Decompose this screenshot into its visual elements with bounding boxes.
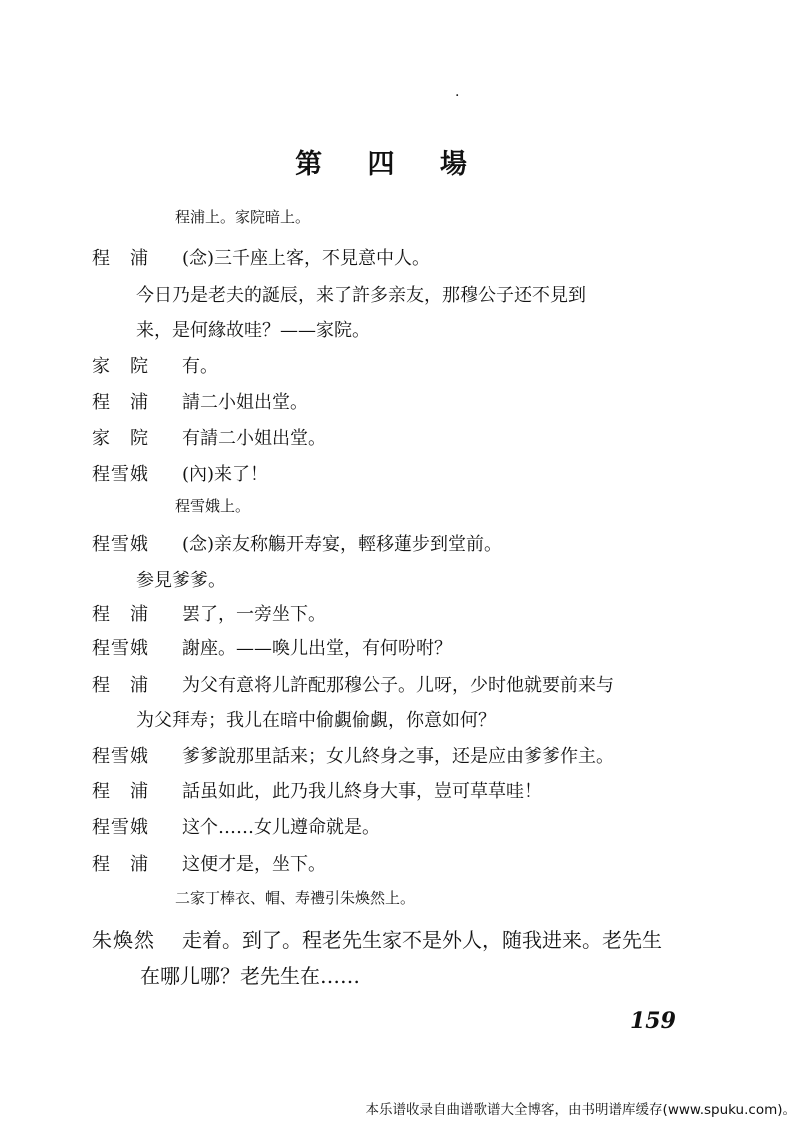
page-number: 159: [630, 1008, 676, 1034]
dialogue-line: [92, 671, 614, 697]
stage-direction: 程雪娥上。: [175, 497, 251, 515]
stage-direction: 程浦上。家院暗上。: [175, 208, 311, 226]
speaker-name: 程雪娥: [92, 638, 149, 659]
scene-title: 第 四 場: [295, 149, 485, 180]
dialogue-line: [92, 813, 380, 839]
speaker-name: 程 浦: [92, 248, 149, 269]
dialogue-text: 这个……女儿遵命就是。: [182, 817, 380, 838]
dialogue-line: [92, 777, 542, 803]
speaker-name: 家 院: [92, 428, 149, 449]
dialogue-text: (內)来了！: [182, 464, 269, 485]
speaker-name: 程 浦: [92, 854, 149, 875]
dialogue-continuation: 参見爹爹。: [136, 570, 226, 591]
speaker-name: 家 院: [92, 356, 149, 377]
speaker-name: 程 浦: [92, 604, 149, 625]
dialogue-text: 罢了，一旁坐下。: [182, 604, 326, 625]
dialogue-continuation: 来，是何緣故哇？——家院。: [136, 320, 370, 341]
dialogue-text: 走着。到了。程老先生家不是外人，随我进来。老先生: [182, 928, 662, 952]
dialogue-text: 有。: [182, 356, 218, 377]
ink-mark: ·: [455, 88, 460, 104]
dialogue-text: (念)亲友称觴开寿宴，輕移蓮步到堂前。: [182, 534, 503, 555]
speaker-name: 程 浦: [92, 781, 149, 802]
dialogue-line: [92, 634, 452, 660]
source-footer: 本乐谱收录自曲谱歌谱大全博客，由书明谱库缓存(www.spuku.com)。: [365, 1102, 796, 1118]
dialogue-line: [92, 424, 326, 450]
dialogue-text: 謝座。——喚儿出堂，有何吩咐？: [182, 638, 452, 659]
dialogue-line: [92, 352, 218, 378]
dialogue-line: [92, 924, 662, 953]
speaker-name: 程雪娥: [92, 534, 149, 555]
dialogue-text: 話虽如此，此乃我儿終身大事，豈可草草哇！: [182, 781, 542, 802]
dialogue-line: [92, 460, 268, 486]
dialogue-line: [92, 530, 502, 556]
dialogue-continuation: 在哪儿哪？老先生在……: [140, 964, 360, 988]
dialogue-line: [92, 388, 308, 414]
dialogue-text: 这便才是，坐下。: [182, 854, 326, 875]
speaker-name: 程 浦: [92, 675, 149, 696]
dialogue-text: 为父有意将儿許配那穆公子。儿呀，少时他就要前来与: [182, 675, 614, 696]
dialogue-text: 請二小姐出堂。: [182, 392, 308, 413]
stage-direction: 二家丁棒衣、帽、寿禮引朱煥然上。: [175, 889, 416, 907]
speaker-name: 程 浦: [92, 392, 149, 413]
dialogue-text: (念)三千座上客，不見意中人。: [182, 248, 431, 269]
speaker-name: 程雪娥: [92, 817, 149, 838]
dialogue-line: [92, 850, 326, 876]
speaker-name: 程雪娥: [92, 746, 149, 767]
dialogue-line: [92, 244, 430, 270]
dialogue-continuation: 为父拜寿；我儿在暗中偷覷偷覷，你意如何？: [136, 710, 496, 731]
dialogue-line: [92, 742, 614, 768]
dialogue-text: 爹爹說那里話来；女儿終身之事，还是应由爹爹作主。: [182, 746, 614, 767]
dialogue-text: 有請二小姐出堂。: [182, 428, 326, 449]
dialogue-line: [92, 600, 326, 626]
dialogue-continuation: 今日乃是老夫的誕辰，来了許多亲友，那穆公子还不見到: [136, 285, 586, 306]
speaker-name: 朱煥然: [92, 928, 155, 952]
speaker-name: 程雪娥: [92, 464, 149, 485]
